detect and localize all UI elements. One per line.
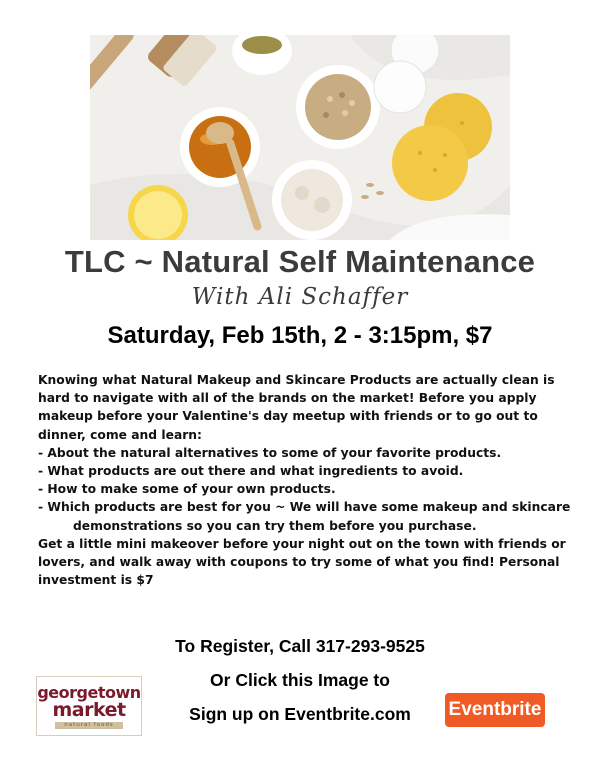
skincare-ingredients-illustration: [90, 35, 510, 240]
click-image-text: Or Click this Image to: [210, 670, 390, 690]
event-title: TLC ~ Natural Self Maintenance: [64, 244, 536, 279]
list-item: - About the natural alternatives to some of your favorite products.: [38, 444, 578, 462]
register-phone-text: To Register, Call 317-293-9525: [175, 636, 425, 656]
list-item: - What products are out there and what ingredients to avoid.: [38, 462, 578, 480]
logo-tagline: natural foods: [55, 722, 123, 729]
event-description: [38, 371, 578, 589]
georgetown-market-logo[interactable]: [36, 676, 142, 736]
list-item: - How to make some of your own products.: [38, 480, 578, 498]
logo-text: georgetown: [37, 683, 141, 702]
list-item: - Which products are best for you ~ We will have some makeup and skincare demonstrations so you can try them before you purchase.: [38, 498, 578, 534]
eventbrite-signup-text: Sign up on Eventbrite.com: [189, 704, 411, 724]
topic-list: [38, 444, 578, 535]
logo-text: market: [52, 699, 126, 721]
eventbrite-logo-button[interactable]: Eventbrite: [445, 693, 545, 727]
closing-paragraph: Get a little mini makeover before your night out on the town with friends or lovers, and walk away with coupons to try some of what you find! Personal investment is $7: [38, 536, 566, 588]
intro-paragraph: Knowing what Natural Makeup and Skincare Products are actually clean is hard to navigate with all of the brands on the market! Before you apply makeup before your Valentine's day meetup with friends or to go out to dinner, come and learn:: [38, 373, 555, 442]
event-date-time-price: Saturday, Feb 15th, 2 - 3:15pm, $7: [107, 322, 493, 349]
event-host: With Ali Schaffer: [191, 284, 409, 310]
hero-photo: [90, 35, 510, 240]
